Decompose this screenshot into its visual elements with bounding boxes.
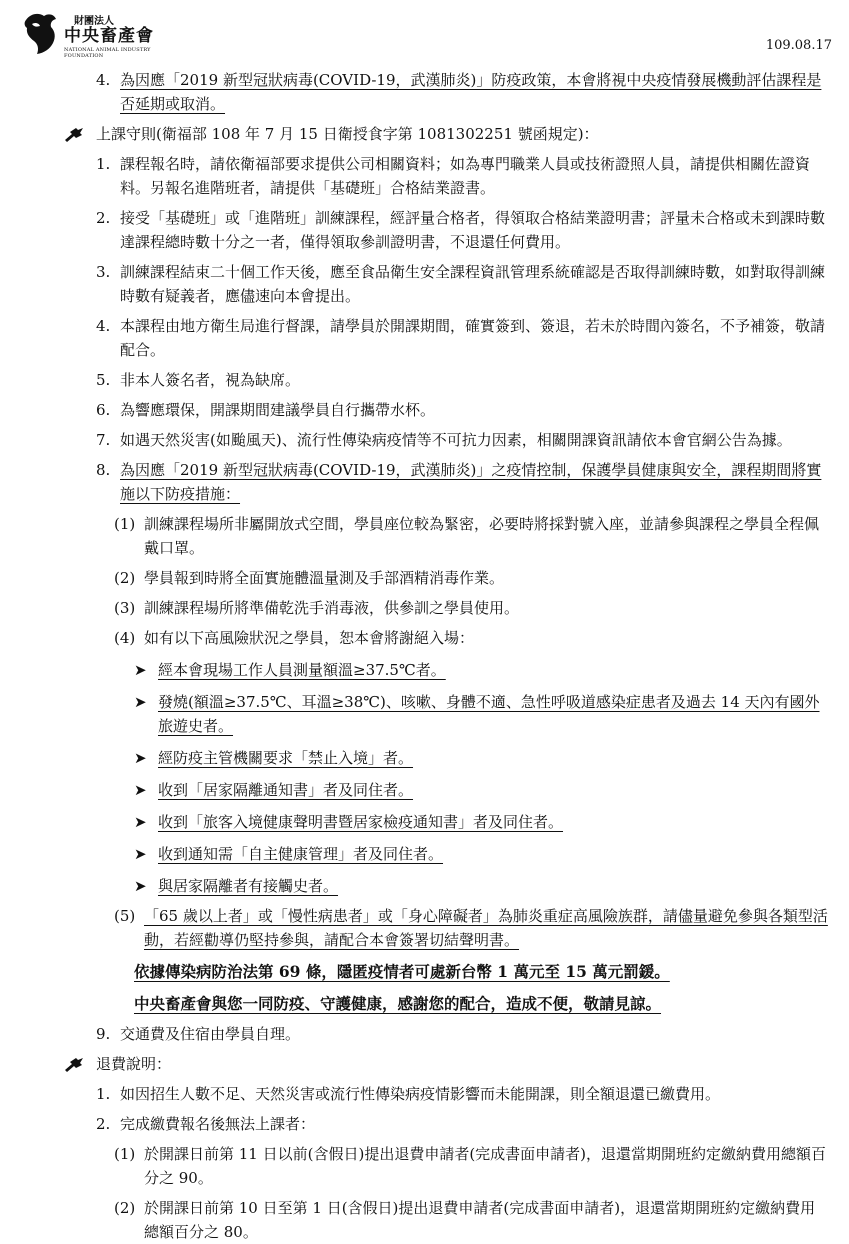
arrow-bullet-icon: ➤ (134, 813, 147, 831)
list-item: 2. 接受「基礎班」或「進階班」訓練課程，經評量合格者，得領取合格結業證明書；評量未合格或未到課時數達課程總時數十分之一者，僅得領取參訓證明書，不退還任何費用。 (96, 209, 826, 251)
org-prefix: 財團法人 (74, 16, 114, 27)
arrow-bullet-icon: ➤ (134, 661, 147, 679)
list-item: 1. 課程報名時，請依衛福部要求提供公司相關資料；如為專門職業人員或技術證照人員，請提供相關佐證資料。另報名進階班者，請提供「基礎班」合格結業證書。 (96, 155, 811, 197)
document-date: 109.08.17 (765, 38, 832, 53)
list-item: 9. 交通費及住宿由學員自理。 (96, 1025, 301, 1043)
section-rules (62, 122, 830, 146)
organization-logo (22, 10, 162, 62)
arrow-bullet-icon: ➤ (134, 877, 147, 895)
pin-icon (64, 1056, 84, 1080)
list-item: ➤ 經本會現場工作人員測量額溫≥37.5℃者。 (62, 658, 830, 682)
list-item: ➤ 經防疫主管機關要求「禁止入境」者。 (62, 746, 830, 770)
list-item: 3. 訓練課程結束二十個工作天後，應至食品衛生安全課程資訊管理系統確認是否取得訓練時數，如對取得訓練時數有疑義者，應儘速向本會提出。 (96, 263, 826, 305)
list-item: (4) 如有以下高風險狀況之學員，恕本會將謝絕入場： (114, 629, 475, 647)
list-item: 6. 為響應環保，開課期間建議學員自行攜帶水杯。 (96, 401, 436, 419)
list-item: ➤ 收到通知需「自主健康管理」者及同住者。 (62, 842, 830, 866)
list-item: (2) 學員報到時將全面實施體溫量測及手部酒精消毒作業。 (114, 569, 505, 587)
list-item: ➤ 發燒(額溫≥37.5℃、耳溫≥38℃)、咳嗽、身體不適、急性呼吸道感染症患者及過去 14 天內有國外旅遊史者。 (62, 690, 830, 738)
arrow-bullet-icon: ➤ (134, 845, 147, 863)
list-item: (2) 於開課日前第 10 日至第 1 日(含假日)提出退費申請者(完成書面申請者)，退還當期開班約定繳納費用總額百分之 80。 (114, 1199, 816, 1241)
law-notice: 依據傳染病防治法第 69 條，隱匿疫情者可處新台幣 1 萬元至 15 萬元罰鍰。 (134, 962, 670, 981)
arrow-bullet-icon: ➤ (134, 693, 147, 711)
bull-silhouette-icon (22, 10, 62, 56)
thanks-notice: 中央畜產會與您一同防疫、守護健康，感謝您的配合，造成不便，敬請見諒。 (134, 994, 662, 1013)
arrow-bullet-icon: ➤ (134, 781, 147, 799)
list-item: (5) 「65 歲以上者」或「慢性病患者」或「身心障礙者」為肺炎重症高風險族群，請儘量避免參與各類型活動，若經勸導仍堅持參與，請配合本會簽署切結聲明書。 (114, 907, 828, 949)
list-item: ➤ 收到「居家隔離通知書」者及同住者。 (62, 778, 830, 802)
list-item: 4. 為因應「2019 新型冠狀病毒(COVID-19，武漢肺炎)」防疫政策，本會將視中央疫情發展機動評估課程是否延期或取消。 (96, 71, 822, 113)
section-title: 上課守則(衛福部 108 年 7 月 15 日衛授食字第 1081302251 號函規定)： (96, 125, 599, 143)
list-item: 5. 非本人簽名者，視為缺席。 (96, 371, 301, 389)
list-item: 7. 如遇天然災害(如颱風天)、流行性傳染病疫情等不可抗力因素，相關開課資訊請依本會官網公告為據。 (96, 431, 792, 449)
org-name: 中央畜產會 (64, 26, 154, 46)
document-body (62, 68, 830, 1244)
list-item: ➤ 與居家隔離者有接觸史者。 (62, 874, 830, 898)
list-item: 1. 如因招生人數不足、天然災害或流行性傳染病疫情影響而未能開課，則全額退還已繳費用。 (96, 1085, 721, 1103)
list-item: ➤ 收到「旅客入境健康聲明書暨居家檢疫通知書」者及同住者。 (62, 810, 830, 834)
list-item: (3) 訓練課程場所將準備乾洗手消毒液，供參訓之學員使用。 (114, 599, 520, 617)
section-title: 退費說明： (96, 1055, 172, 1073)
page-header (22, 8, 832, 64)
list-item: 8. 為因應「2019 新型冠狀病毒(COVID-19，武漢肺炎)」之疫情控制，保護學員健康與安全，課程期間將實施以下防疫措施： (96, 461, 822, 503)
org-english: NATIONAL ANIMAL INDUSTRY FOUNDATION (64, 47, 151, 59)
pin-icon (64, 126, 84, 150)
list-item: (1) 於開課日前第 11 日以前(含假日)提出退費申請者(完成書面申請者)，退還當期開班約定繳納費用總額百分之 90。 (114, 1145, 827, 1187)
list-item: 4. 本課程由地方衛生局進行督課，請學員於開課期間，確實簽到、簽退，若未於時間內簽名，不予補簽，敬請配合。 (96, 317, 826, 359)
arrow-bullet-icon: ➤ (134, 749, 147, 767)
list-item: (1) 訓練課程場所非屬開放式空間，學員座位較為緊密，必要時將採對號入座，並請參與課程之學員全程佩戴口罩。 (114, 515, 820, 557)
list-item: 2. 完成繳費報名後無法上課者： (96, 1115, 316, 1133)
section-refund (62, 1052, 830, 1076)
